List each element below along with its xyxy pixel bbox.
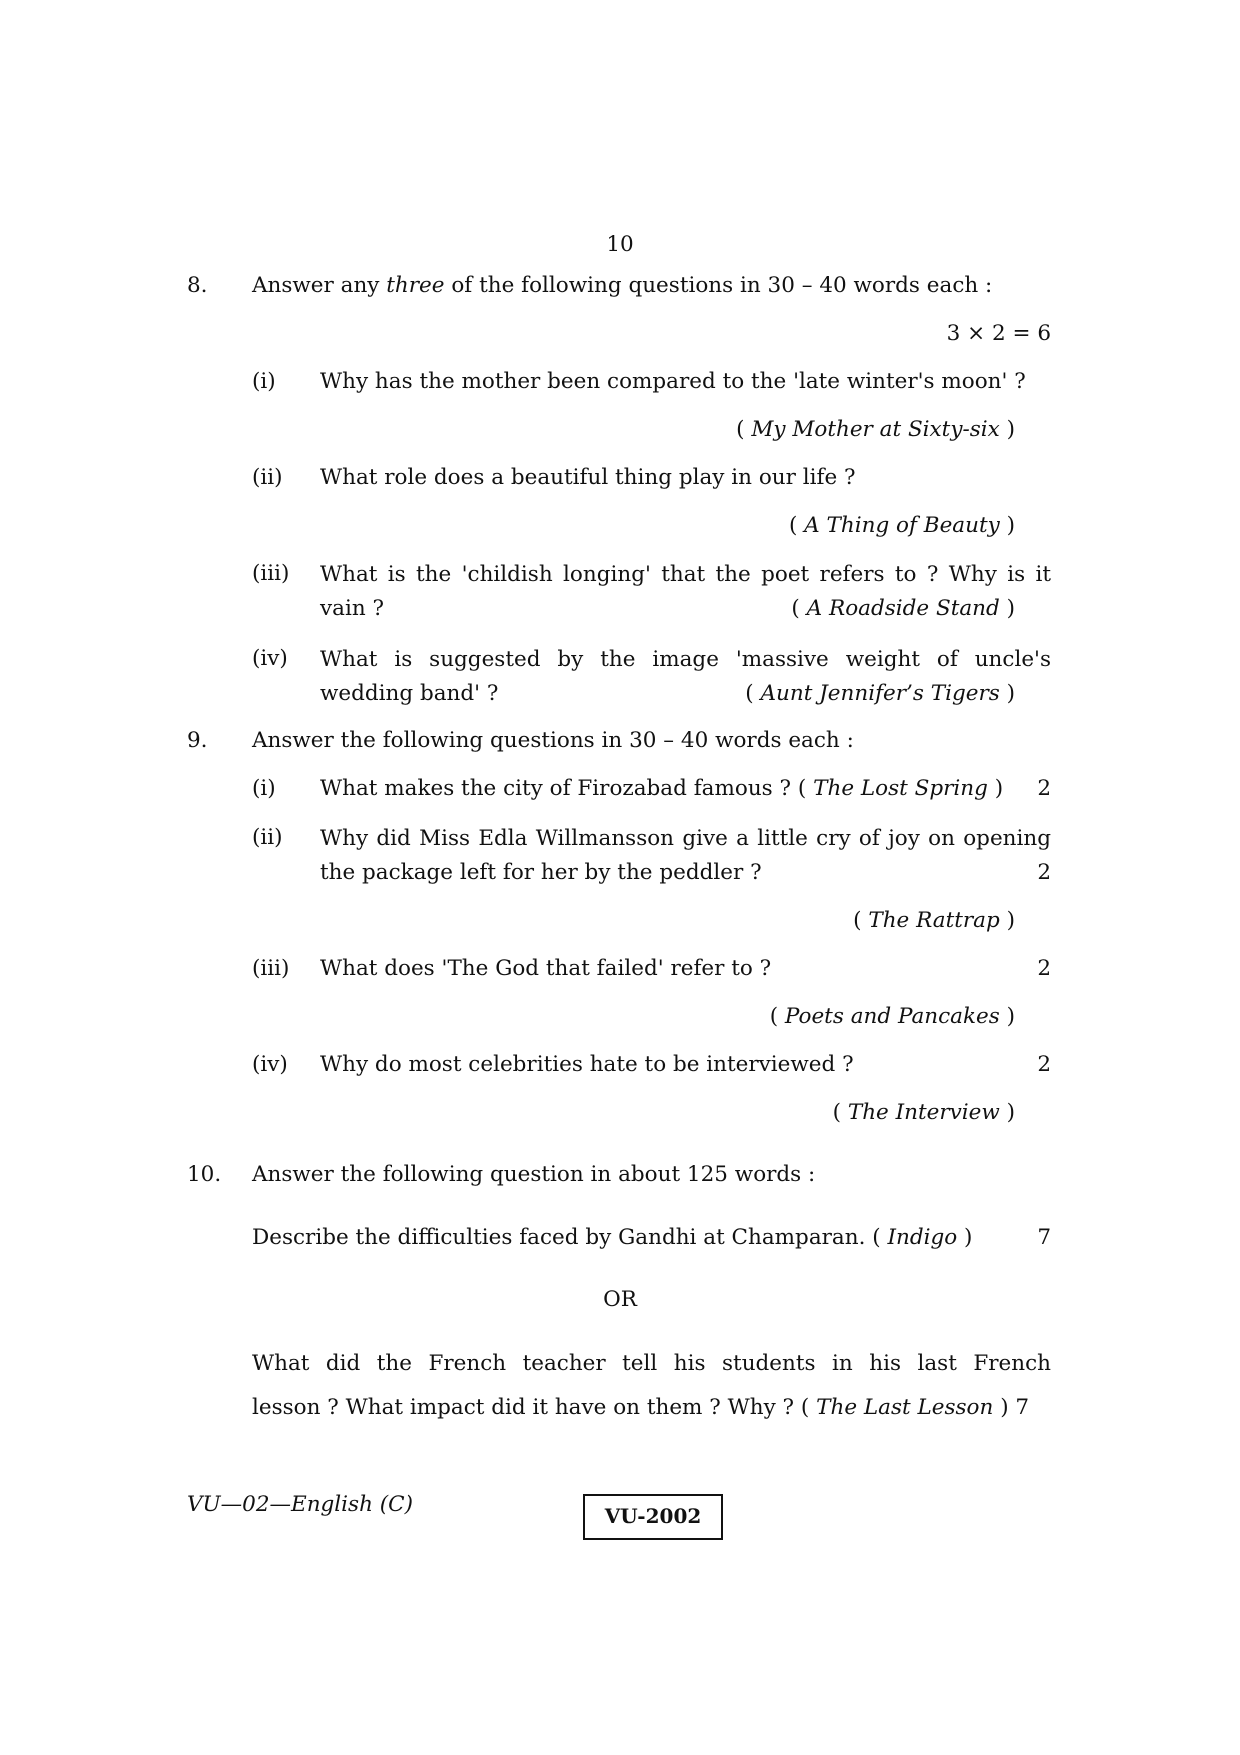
q8-item-3-line-1: What is the 'childish longing' that the poet refers to ? Why is it xyxy=(320,562,1051,587)
q8-item-2-number: (ii) xyxy=(252,465,283,490)
q9-item-2-line-2: the package left for her by the peddler ? xyxy=(320,860,762,885)
q9-item-1-question: What makes the city of Firozabad famous ? xyxy=(320,776,792,801)
q8-item-3-number: (iii) xyxy=(252,561,290,586)
q9-item-2-line-1: Why did Miss Edla Willmansson give a little cry of joy on opening xyxy=(320,826,1051,851)
q8-item-4-line-1: What is suggested by the image 'massive weight of uncle's xyxy=(320,647,1051,672)
q9-item-1-text: What makes the city of Firozabad famous ? ( The Lost Spring ) xyxy=(320,776,1004,801)
q8-item-1-text: Why has the mother been compared to the 'late winter's moon' ? xyxy=(320,369,1026,394)
reference-title: Indigo xyxy=(887,1225,958,1250)
q8-item-4-number: (iv) xyxy=(252,646,288,671)
q9-item-3-reference: ( Poets and Pancakes ) xyxy=(769,1004,1015,1029)
q9-item-4-marks: 2 xyxy=(1037,1052,1051,1077)
q8-item-1-reference: ( My Mother at Sixty-six ) xyxy=(736,417,1015,442)
q8-item-2-reference: ( A Thing of Beauty ) xyxy=(788,513,1015,538)
reference-title: Aunt Jennifer’s Tigers xyxy=(760,681,1000,706)
q9-item-3-text: What does 'The God that failed' refer to ? xyxy=(320,956,772,981)
q9-item-2-reference: ( The Rattrap ) xyxy=(853,908,1015,933)
q10-option-2-line-2: lesson ? What impact did it have on them ? Why ? ( The Last Lesson ) 7 xyxy=(252,1395,1030,1420)
reference-title: The Interview xyxy=(847,1100,1000,1125)
page-number: 10 xyxy=(606,232,634,257)
reference-title: A Roadside Stand xyxy=(806,596,1000,621)
question-10-text: Answer the following question in about 125 words : xyxy=(252,1162,816,1187)
question-8-emphasis: three xyxy=(386,273,445,298)
q9-item-2-number: (ii) xyxy=(252,825,283,850)
paper-code: VU—02—English (C) xyxy=(187,1492,414,1517)
q10-option-1-marks: 7 xyxy=(1037,1225,1051,1250)
reference-title: Poets and Pancakes xyxy=(784,1004,1000,1029)
q10-option-2-question: lesson ? What impact did it have on them ? Why ? xyxy=(252,1395,795,1420)
q9-item-1-number: (i) xyxy=(252,776,276,801)
reference-title: The Last Lesson xyxy=(816,1395,994,1420)
q8-item-4-line-2: wedding band' ? xyxy=(320,681,499,706)
q8-item-3-line-2: vain ? xyxy=(320,596,385,621)
q9-item-4-text: Why do most celebrities hate to be interviewed ? xyxy=(320,1052,854,1077)
q9-item-2-marks: 2 xyxy=(1037,860,1051,885)
series-code-box: VU-2002 xyxy=(583,1494,723,1540)
or-separator: OR xyxy=(603,1287,637,1312)
question-9-number: 9. xyxy=(187,728,208,753)
question-10-number: 10. xyxy=(187,1162,222,1187)
question-8-text-part: Answer any xyxy=(252,273,387,298)
question-8-text xyxy=(252,273,992,298)
reference-title: My Mother at Sixty-six xyxy=(751,417,1000,442)
q10-option-2-marks: 7 xyxy=(1015,1395,1030,1420)
q10-option-1-text: Describe the difficulties faced by Gandhi at Champaran. ( Indigo ) xyxy=(252,1225,973,1250)
q9-item-1-marks: 2 xyxy=(1037,776,1051,801)
q9-item-4-number: (iv) xyxy=(252,1052,288,1077)
reference-title: The Lost Spring xyxy=(813,776,988,801)
q10-option-2-line-1: What did the French teacher tell his students in his last French xyxy=(252,1351,1051,1376)
q9-item-3-number: (iii) xyxy=(252,956,290,981)
reference-title: The Rattrap xyxy=(868,908,1000,933)
question-8-text-part: of the following questions in 30 – 40 words each : xyxy=(444,273,993,298)
question-8-number: 8. xyxy=(187,273,208,298)
q8-item-1-number: (i) xyxy=(252,369,276,394)
q8-item-3-reference: ( A Roadside Stand ) xyxy=(791,596,1015,621)
q8-item-4-reference: ( Aunt Jennifer’s Tigers ) xyxy=(745,681,1015,706)
question-9-text: Answer the following questions in 30 – 40 words each : xyxy=(252,728,854,753)
q8-item-2-text: What role does a beautiful thing play in our life ? xyxy=(320,465,856,490)
q10-option-1-question: Describe the difficulties faced by Gandhi at Champaran. xyxy=(252,1225,866,1250)
question-8-marks: 3 × 2 = 6 xyxy=(946,321,1051,346)
reference-title: A Thing of Beauty xyxy=(804,513,1000,538)
q9-item-3-marks: 2 xyxy=(1037,956,1051,981)
q9-item-4-reference: ( The Interview ) xyxy=(832,1100,1015,1125)
